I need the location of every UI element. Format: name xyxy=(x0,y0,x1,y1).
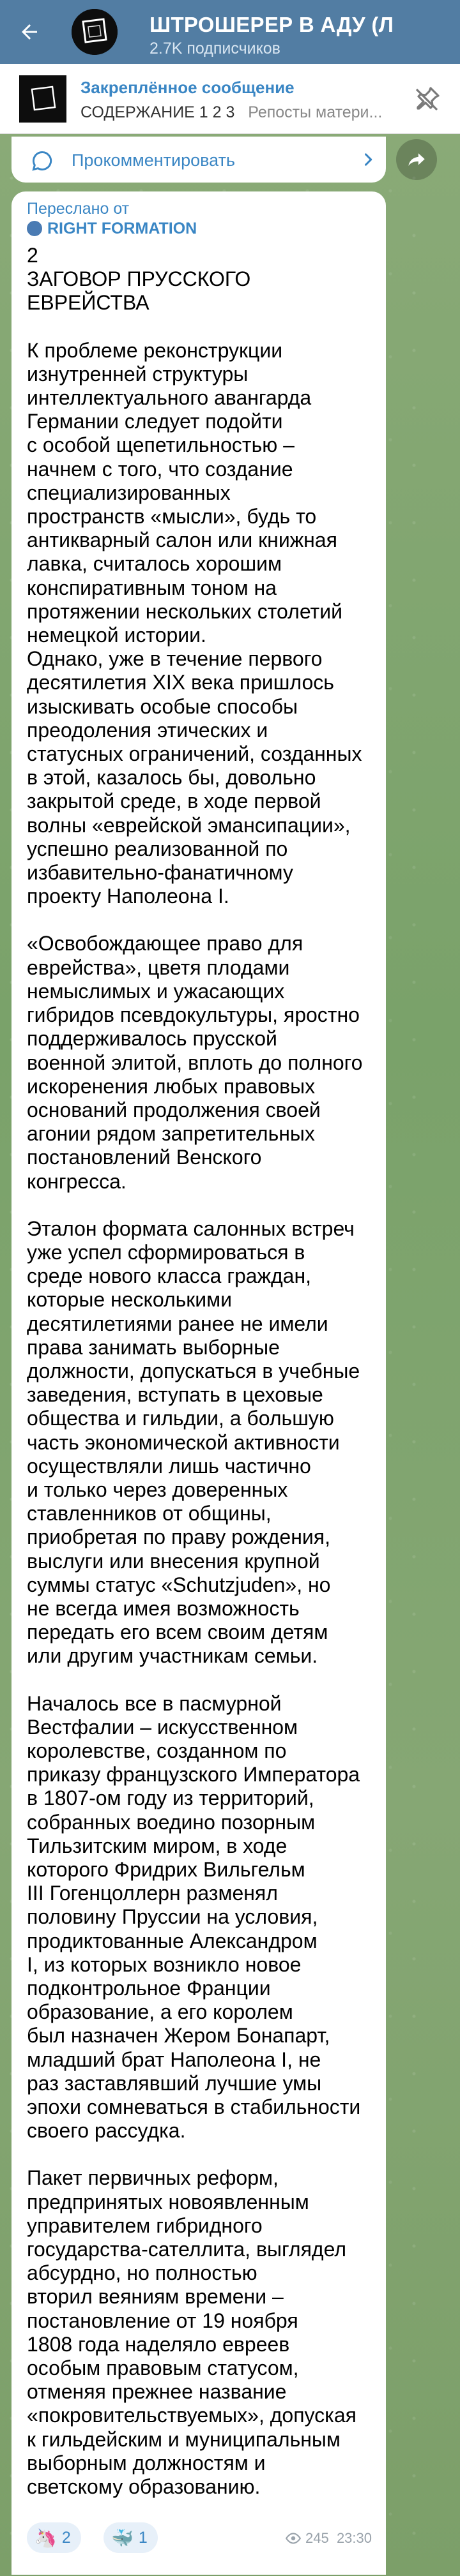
comment-button[interactable] xyxy=(12,137,386,183)
comment-label: Прокомментировать xyxy=(72,151,235,170)
unpin-button[interactable] xyxy=(411,84,442,115)
back-button[interactable] xyxy=(12,14,47,50)
comment-icon xyxy=(31,149,54,172)
reaction-unicorn[interactable] xyxy=(27,2522,81,2553)
forward-source[interactable] xyxy=(27,218,369,239)
message-bubble xyxy=(12,191,386,2575)
message-time: 23:30 xyxy=(336,2530,372,2546)
pinned-text-muted: Репосты матери... xyxy=(248,103,383,121)
pinned-title: Закреплённое сообщение xyxy=(80,78,295,97)
paragraph-5: Началось все в пасмурной Вестфалии – искусственном королевстве, созданном по приказу французского Императора в 1807-ом году из территорий, собранных воедино позорным Тильзитским миром, в ходе которого Фридрих Вильгельм III Гогенцоллерн разменял половину Пруссии на условия, продиктованные Александром I, из которых возникло новое подконтрольное Франции образование, а его королем был назначен Жером Бонапарт, младший брат Наполеона I, не раз заставлявший лучшие умы эпохи сомневаться в стабильности своего рассудка. xyxy=(27,1691,361,2143)
unicorn-icon: 🦄 xyxy=(34,2527,57,2548)
reaction-whale[interactable] xyxy=(103,2522,158,2553)
message-footer xyxy=(27,2522,372,2554)
share-button[interactable] xyxy=(396,139,437,180)
message-title: ЗАГОВОР ПРУССКОГО ЕВРЕЙСТВА xyxy=(27,267,251,315)
view-count: 245 xyxy=(305,2530,329,2546)
thumbnail-logo-icon xyxy=(19,75,66,123)
paragraph-4: Эталон формата салонных встреч уже успел сформироваться в среде нового класса граждан, которые несколькими десятилетиями ранее не имели права занимать выборные должности, допускаться в учебные заведения, вступать в цеховые общества и гильдии, а большую часть экономической активности осуществляли лишь частично и только через доверенных ставленников от общины, приобретая по праву рождения, выслуги или внесения крупной суммы статус «Schutzjuden», но не всегда имея возможность передать его всем своим детям или другим участникам семьи. xyxy=(27,1217,360,1668)
message-meta xyxy=(285,2530,372,2547)
arrow-left-icon xyxy=(18,20,41,43)
pinned-thumbnail xyxy=(19,75,66,123)
forwarded-label: Переслано от xyxy=(27,200,130,218)
paragraph-2: Однако, уже в течение первого десятилетия XIX века пришлось изыскивать особые способы преодоления этических и статусных ограничений, созданных в этой, казалось бы, довольно закрытой среде, в ходе первой волны «еврейской эмансипации», успешно реализованной по избавительно-фанатичному проекту Наполеона I. xyxy=(27,647,362,908)
whale-icon: 🐳 xyxy=(111,2527,134,2548)
paragraph-3: «Освобождающее право для еврейства», цветя плодами немыслимых и ужасающих гибридов псевдокультуры, яростно поддерживалось прусской военной элитой, вплоть до полного искоренения любых правовых оснований продолжения своей агонии рядом запретительных постановлений Венского конгресса. xyxy=(27,932,363,1193)
pinned-text xyxy=(80,103,406,122)
message-number: 2 xyxy=(27,244,38,267)
reaction-count: 2 xyxy=(61,2528,71,2547)
chevron-right-icon xyxy=(359,151,377,168)
source-avatar-icon xyxy=(27,221,42,236)
reaction-count: 1 xyxy=(138,2528,148,2547)
message-text xyxy=(27,244,369,2499)
paragraph-1: К проблеме реконструкции изнутренней структуры интеллектуального авангарда Германии следует подойти с особой щепетильностью – начнем с того, что создание специализированных пространств «мысли», будь то антикварный салон или книжная лавка, считалось хорошим конспиративным тоном на протяжении нескольких столетий немецкой истории. xyxy=(27,338,342,647)
pinned-message-bar[interactable] xyxy=(0,64,460,134)
channel-avatar[interactable] xyxy=(72,9,118,55)
avatar-logo-icon xyxy=(72,9,118,55)
chat-header xyxy=(0,0,460,64)
channel-title[interactable]: ШТРОШЕРЕР В АДУ (Л xyxy=(150,13,394,36)
pinned-text-main: СОДЕРЖАНИЕ 1 2 3 xyxy=(80,103,235,121)
paragraph-6: Пакет первичных реформ, предпринятых новоявленным управителем гибридного государства-сателлита, выглядел абсурдно, но полностью вторил веяниям времени – постановление от 19 ноября 1808 года наделяло евреев особым правовым статусом, отменяя прежнее название «покровительствуемых», допуская к гильдейским и муниципальным выборным должностям и светскому образованию. xyxy=(27,2166,356,2499)
subscriber-count: 2.7K подписчиков xyxy=(150,40,280,57)
forward-source-name: RIGHT FORMATION xyxy=(47,220,197,237)
pin-off-icon xyxy=(411,84,442,115)
eye-icon xyxy=(285,2530,302,2547)
share-icon xyxy=(406,149,427,170)
